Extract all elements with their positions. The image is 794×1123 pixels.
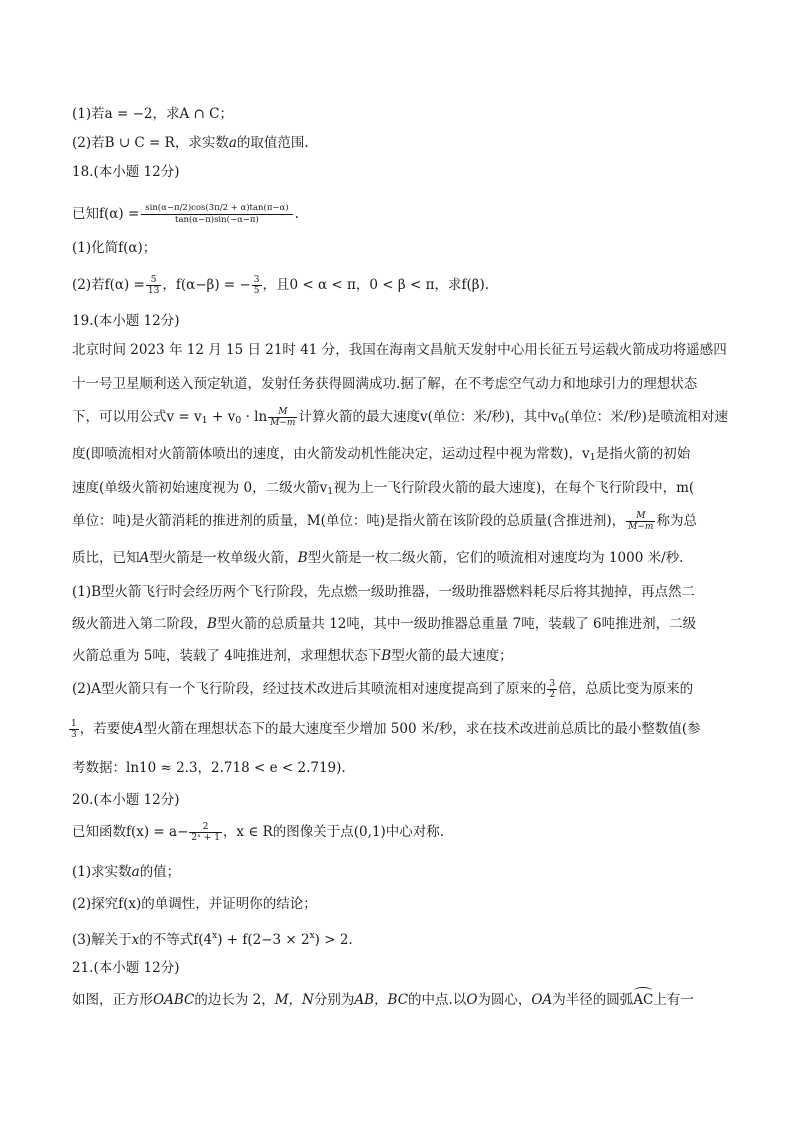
q18-part2-a: (2)若f(α) = — [72, 277, 145, 293]
var-B3: B — [381, 648, 392, 664]
q20-header — [72, 790, 724, 810]
q19-line7-b: 型火箭是一枚单级火箭， — [149, 550, 298, 566]
q19-line3-b: + v — [207, 409, 236, 425]
q19-line7 — [72, 548, 724, 568]
q20-fraction — [189, 822, 222, 843]
q18-header — [72, 162, 724, 182]
q19-line3-d: 计算火箭的最大速度v(单位：米/秒)，其中v — [298, 409, 559, 425]
q19-line6-b: 称为总 — [656, 513, 697, 529]
q21-line1-f: 为半径的圆弧 — [552, 992, 634, 1008]
q18-frac2-num: 3 — [253, 275, 260, 285]
var-x: x — [131, 932, 140, 948]
q21-line1-e: 为圆心， — [477, 992, 532, 1008]
q21-line1 — [72, 990, 724, 1010]
q19-line12-b: 型火箭在理想状态下的最大速度至少增加 500 米/秒，求在技术改进前总质比的最小整数值(参 — [143, 721, 701, 737]
q17-part1-text: (1)若a = −2，求A ∩ C； — [72, 106, 233, 122]
q19-header — [72, 311, 724, 331]
q18-part2-c: ，且0 < α < π，0 < β < π，求f(β). — [262, 277, 490, 293]
q19-frac-1-3 — [69, 719, 79, 740]
q19-line10-b: 型火箭的最大速度； — [391, 648, 513, 664]
q20-frac-num: 2 — [189, 822, 222, 833]
q20-header-text: 20.(本小题 12分) — [72, 792, 180, 808]
var-A2: A — [133, 721, 144, 737]
q19-mass-den: M−m — [628, 522, 654, 532]
var-O: O — [466, 992, 478, 1008]
q20-given — [72, 818, 724, 846]
q20-given-a: 已知函数f(x) = a− — [72, 824, 189, 840]
q19-line13 — [72, 758, 724, 778]
arc-AC-label: AC — [633, 992, 654, 1008]
q18-frac1-den: 13 — [147, 286, 160, 296]
q18-numerator: sin(α−π/2)cos(3π/2 + α)tan(π−α) — [141, 203, 292, 215]
var-B: B — [297, 550, 308, 566]
q19-line9-a: 级火箭进入第二阶段， — [72, 616, 207, 632]
q18-part1-text: (1)化简f(α)； — [72, 240, 157, 256]
q20-part3-c: ) + f(2−3 × 2 — [217, 932, 310, 948]
q18-part2 — [72, 272, 724, 298]
sub-1: 1 — [201, 415, 208, 426]
q20-part3 — [72, 926, 724, 950]
q18-denominator: tan(α−π)sin(−α−π) — [175, 215, 259, 225]
q19-line5-a: 速度(单级火箭初始速度视为 0，二级火箭v — [72, 480, 328, 496]
q19-ln-num: M — [268, 407, 297, 418]
q19-line7-c: 型火箭是一枚二级火箭，它们的喷流相对速度均为 1000 米/秒. — [307, 550, 684, 566]
q19-line5 — [72, 478, 724, 502]
q19-line11-a: (2)A型火箭只有一个飞行阶段，经过技术改进后其喷流相对速度提高到了原来的 — [72, 681, 547, 697]
q18-frac2-den: 5 — [253, 286, 260, 296]
q19-mass-num: M — [626, 511, 655, 522]
arc-AC — [633, 990, 653, 1010]
q18-fraction — [141, 203, 292, 226]
q20-given-b: ，x ∈ R的图像关于点(0,1)中心对称. — [222, 824, 445, 840]
q19-line1 — [72, 340, 727, 360]
q19-line5-b: 视为上一飞行阶段火箭的最大速度)，在每个飞行阶段中，m( — [333, 480, 695, 496]
q19-line13-text: 考数据：ln10 ≈ 2.3，2.718 < e < 2.719). — [72, 760, 346, 776]
q19-line2 — [72, 374, 724, 394]
q19-line3 — [72, 404, 728, 430]
q18-frac1-num: 5 — [146, 275, 161, 286]
q19-line3-a: 下，可以用公式v = v — [72, 409, 202, 425]
q20-part2-text: (2)探究f(x)的单调性，并证明你的结论； — [72, 896, 317, 912]
q19-line9 — [72, 614, 724, 634]
q20-part1 — [72, 862, 724, 882]
q20-part2 — [72, 894, 724, 914]
sub-0: 0 — [235, 415, 242, 426]
q21-line1-c: 分别为 — [313, 992, 355, 1008]
q19-frac13-num: 1 — [71, 719, 77, 729]
q21-header — [72, 958, 724, 978]
arc-mark-icon — [634, 987, 652, 994]
q18-given: 已知f(α) = $\frac{\sin(\alpha-\pi/2)\cos(3\pi/2 + \alpha)\tan(\pi-\alpha)}{\tan(\alpha-\pi)\sin(-\alpha-\pi)}$ . — [72, 203, 299, 225]
q19-line12 — [68, 716, 720, 742]
q21-line1-d: 的中点.以 — [408, 992, 467, 1008]
q19-line11-b: 倍，总质比变为原来的 — [558, 681, 694, 697]
var-AB-BC: AB，BC — [354, 992, 409, 1008]
var-OABC: OABC — [153, 992, 195, 1008]
var-OA: OA — [531, 992, 553, 1008]
sup-x2: x — [309, 931, 315, 941]
q19-line2-text: 十一号卫星顺利送入预定轨道，发射任务获得圆满成功.据了解，在不考虑空气动力和地球引力的理想状态 — [72, 376, 698, 392]
q19-ln-den: M−m — [270, 418, 296, 428]
q19-frac32-den: 2 — [549, 690, 556, 700]
q19-frac32-num: 3 — [549, 679, 556, 689]
q19-line3-c: · ln — [241, 409, 268, 425]
q19-ln-fraction — [268, 407, 297, 428]
q18-given-label: 已知f(α) = — [72, 206, 140, 222]
q18-part2-b: ，f(α−β) = − — [162, 277, 251, 293]
q19-header-text: 19.(本小题 12分) — [72, 313, 180, 329]
sub-1b: 1 — [589, 452, 596, 463]
q19-frac-3-2 — [547, 679, 557, 700]
q20-part1-a: (1)求实数 — [72, 864, 132, 880]
var-MN: M，N — [274, 992, 314, 1008]
q19-line8 — [72, 582, 724, 602]
var-B2: B — [207, 616, 217, 632]
var-a: a — [228, 135, 237, 151]
q18-part1 — [72, 238, 724, 258]
q19-line4-a: 度(即喷流相对火箭箭体喷出的速度，由火箭发动机性能决定，运动过程中视为常数)，v — [72, 446, 590, 462]
q19-line6-a: 单位：吨)是火箭消耗的推进剂的质量，M(单位：吨)是指火箭在该阶段的总质量(含推进剂)， — [72, 513, 626, 529]
q19-line8-text: (1)B型火箭飞行时会经历两个飞行阶段，先点燃一级助推器，一级助推器燃料耗尽后将其抛掉，再点然二 — [72, 584, 696, 600]
q19-mass-ratio-fraction — [626, 511, 655, 532]
q18-frac2 — [252, 275, 262, 296]
q17-part1 — [72, 104, 724, 124]
q20-part3-a: (3)解关于 — [72, 932, 132, 948]
q19-line7-a: 质比，已知 — [72, 550, 140, 566]
q20-part3-d: ) > 2. — [314, 932, 353, 948]
q19-line10-a: 火箭总重为 5吨，装载了 4吨推进剂，求理想状态下 — [72, 648, 382, 664]
q19-line10 — [72, 646, 724, 666]
q20-frac-den: 2ˣ + 1 — [191, 833, 220, 843]
q20-part3-b: 的不等式f(4 — [139, 932, 213, 948]
var-A: A — [139, 550, 150, 566]
q19-line1-text: 北京时间 2023 年 12 月 15 日 21时 41 分，我国在海南文昌航天发射中心用长征五号运载火箭成功将遥感四 — [72, 342, 727, 358]
q17-part2-text: (2)若B ∪ C = R，求实数 — [72, 135, 229, 151]
q18-header-text: 18.(本小题 12分) — [72, 164, 180, 180]
q21-header-text: 21.(本小题 12分) — [72, 960, 180, 976]
sub-1c: 1 — [327, 486, 334, 497]
q19-line11 — [72, 676, 724, 702]
sup-x1: x — [212, 931, 218, 941]
q20-part1-b: 的值； — [139, 864, 181, 880]
q17-part2 — [72, 133, 724, 153]
q19-line12-a: ，若要使 — [79, 721, 134, 737]
q19-frac13-den: 3 — [71, 730, 77, 740]
q21-line1-g: 上有一 — [653, 992, 694, 1008]
var-a2: a — [131, 864, 140, 880]
q21-line1-a: 如图，正方形 — [72, 992, 153, 1008]
q19-line4 — [72, 444, 724, 468]
q21-line1-b: 的边长为 2， — [194, 992, 275, 1008]
q19-line6 — [72, 508, 724, 534]
q19-line3-e: (单位：米/秒)是喷流相对速 — [564, 409, 728, 425]
q17-part2-end: 的取值范围. — [236, 135, 309, 151]
sub-0b: 0 — [558, 415, 565, 426]
q19-line9-b: 型火箭的总质量共 12吨，其中一级助推器总重量 7吨，装载了 6吨推进剂，二级 — [216, 616, 697, 632]
q18-frac1 — [146, 275, 161, 296]
q19-line4-b: 是指火箭的初始 — [595, 446, 691, 462]
